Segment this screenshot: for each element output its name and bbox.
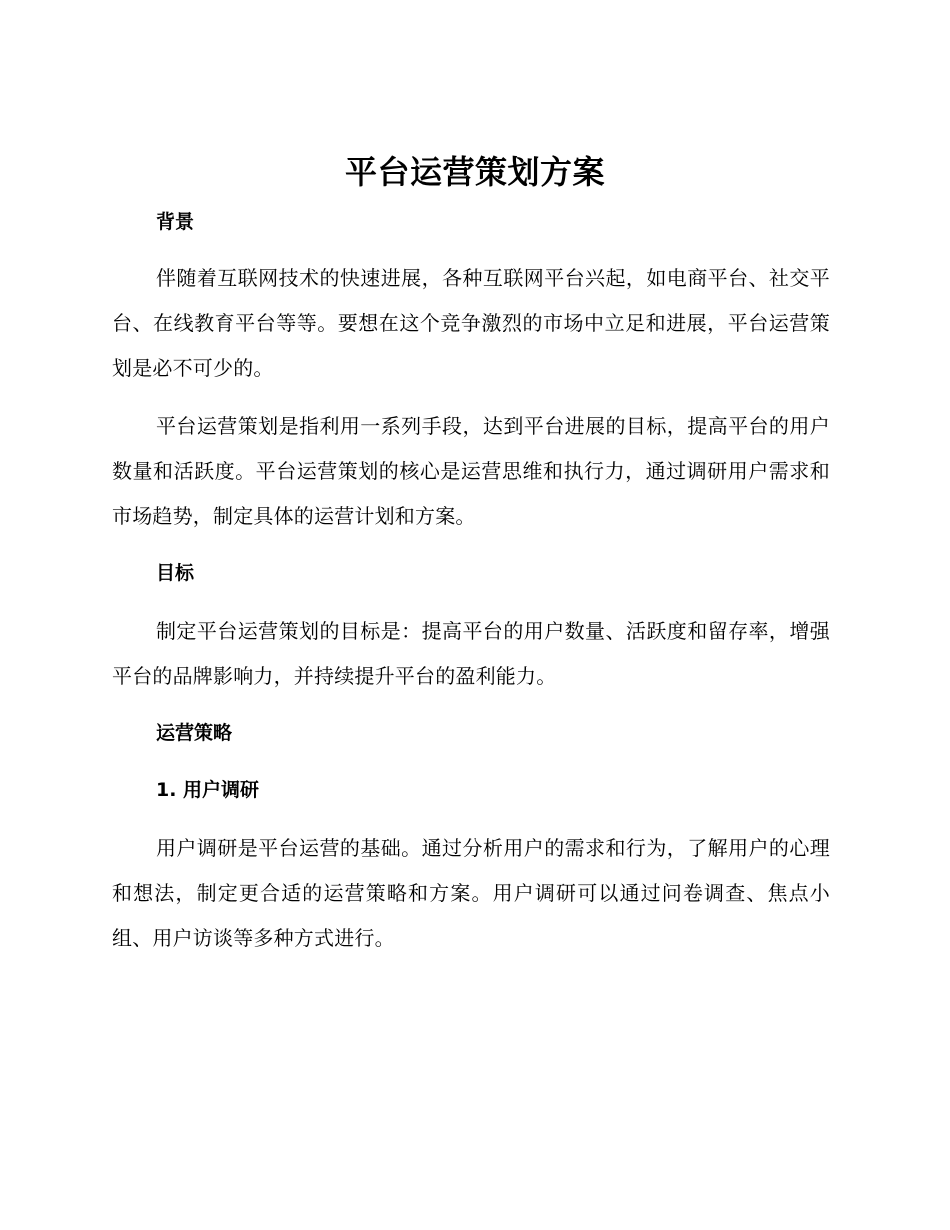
user-research-paragraph: 用户调研是平台运营的基础。通过分析用户的需求和行为，了解用户的心理和想法，制定更合适的运营策略和方案。用户调研可以通过问卷调查、焦点小组、用户访谈等多种方式进行。 <box>112 836 830 950</box>
background-paragraph-2: 平台运营策划是指利用一系列手段，达到平台进展的目标，提高平台的用户数量和活跃度。平台运营策划的核心是运营思维和执行力，通过调研用户需求和市场趋势，制定具体的运营计划和方案。 <box>112 414 830 528</box>
subsection-heading-user-research: 1. 用户调研 <box>156 779 260 801</box>
section-heading-background: 背景 <box>156 211 195 233</box>
section-heading-goal: 目标 <box>156 562 195 584</box>
goal-paragraph: 制定平台运营策划的目标是：提高平台的用户数量、活跃度和留存率，增强平台的品牌影响力，并持续提升平台的盈利能力。 <box>112 619 830 688</box>
section-heading-strategy: 运营策略 <box>156 722 233 744</box>
document-title: 平台运营策划方案 <box>344 153 605 191</box>
background-paragraph-1: 伴随着互联网技术的快速进展，各种互联网平台兴起，如电商平台、社交平台、在线教育平台等等。要想在这个竞争激烈的市场中立足和进展，平台运营策划是必不可少的。 <box>112 266 830 380</box>
